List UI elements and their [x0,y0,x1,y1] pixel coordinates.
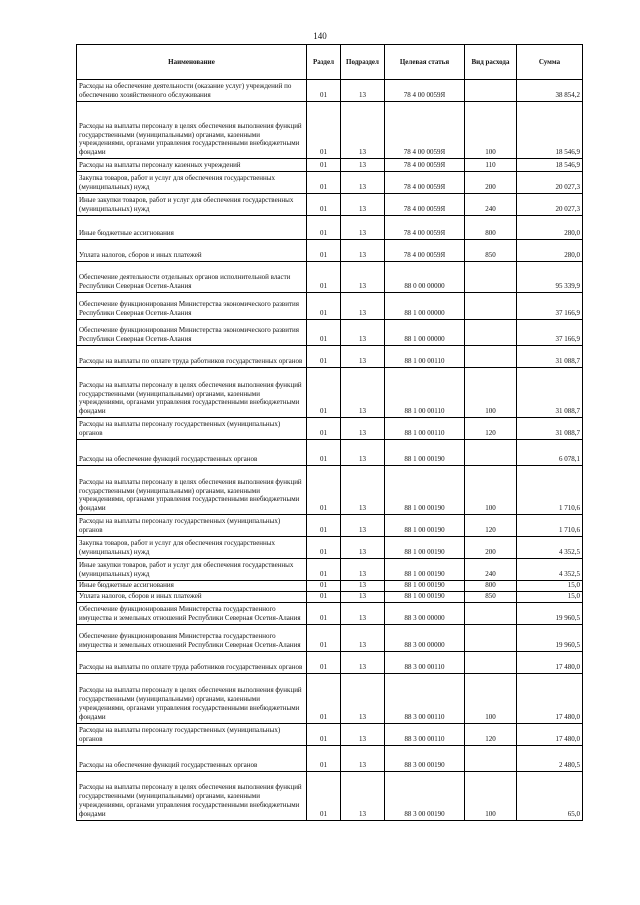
row-razdel: 01 [307,418,341,440]
row-name: Иные бюджетные ассигнования [77,216,307,240]
row-razdel: 01 [307,240,341,262]
header-razdel: Раздел [307,45,341,80]
row-razdel: 01 [307,581,341,592]
row-razdel: 01 [307,216,341,240]
row-razdel: 01 [307,602,341,624]
row-name: Расходы на выплаты персоналу государственных (муниципальных) органов [77,418,307,440]
row-summa: 15,0 [517,591,583,602]
row-summa: 15,0 [517,581,583,592]
row-name: Расходы на выплаты персоналу в целях обеспечения выполнения функций государственными (муниципальными) органами, казенными учреждениями, органами управления государственными внебюджетными фондами [77,368,307,418]
row-razdel: 01 [307,537,341,559]
budget-table [76,44,583,821]
row-vid [465,440,517,466]
row-podrazdel: 13 [341,262,385,293]
row-podrazdel: 13 [341,723,385,745]
row-podrazdel: 13 [341,240,385,262]
row-statya: 88 1 00 00190 [385,515,465,537]
row-summa: 2 480,5 [517,745,583,771]
row-podrazdel: 13 [341,673,385,723]
row-vid: 800 [465,216,517,240]
row-podrazdel: 13 [341,346,385,368]
row-podrazdel: 13 [341,293,385,320]
row-statya: 78 4 00 0059Я [385,172,465,194]
row-statya: 88 1 00 00190 [385,581,465,592]
row-podrazdel: 13 [341,745,385,771]
row-statya: 88 1 00 00190 [385,591,465,602]
row-vid [465,80,517,102]
row-statya: 88 1 00 00000 [385,320,465,346]
row-summa: 38 854,2 [517,80,583,102]
row-podrazdel: 13 [341,418,385,440]
row-name: Расходы на выплаты персоналу в целях обеспечения выполнения функций государственными (муниципальными) органами, казенными учреждениями, органами управления государственными внебюджетными фондами [77,102,307,159]
row-summa: 37 166,9 [517,293,583,320]
row-vid [465,745,517,771]
row-statya: 88 3 00 00000 [385,624,465,651]
row-vid: 120 [465,723,517,745]
table-row [77,80,583,102]
row-statya: 88 3 00 00110 [385,723,465,745]
row-name: Расходы на обеспечение функций государственных органов [77,440,307,466]
row-podrazdel: 13 [341,559,385,581]
row-razdel: 01 [307,673,341,723]
row-name: Иные закупки товаров, работ и услуг для обеспечения государственных (муниципальных) нужд [77,559,307,581]
row-name: Расходы на выплаты по оплате труда работников государственных органов [77,346,307,368]
row-vid: 800 [465,581,517,592]
row-statya: 88 0 00 00000 [385,262,465,293]
row-podrazdel: 13 [341,537,385,559]
row-vid: 240 [465,194,517,216]
row-summa: 1 710,6 [517,515,583,537]
row-razdel: 01 [307,515,341,537]
table-row [77,466,583,515]
row-summa: 17 480,0 [517,651,583,673]
row-statya: 78 4 00 0059Я [385,159,465,172]
row-vid: 100 [465,466,517,515]
table-row [77,559,583,581]
row-name: Расходы на выплаты персоналу в целях обеспечения выполнения функций государственными (муниципальными) органами, казенными учреждениями, органами управления государственными внебюджетными фондами [77,771,307,820]
row-name: Иные бюджетные ассигнования [77,581,307,592]
row-statya: 88 1 00 00190 [385,537,465,559]
row-summa: 19 960,5 [517,624,583,651]
row-vid: 120 [465,418,517,440]
row-statya: 78 4 00 0059Я [385,80,465,102]
row-summa: 20 027,3 [517,194,583,216]
row-podrazdel: 13 [341,515,385,537]
table-row [77,346,583,368]
row-summa: 65,0 [517,771,583,820]
row-name: Уплата налогов, сборов и иных платежей [77,240,307,262]
row-statya: 88 1 00 00190 [385,559,465,581]
row-name: Обеспечение деятельности отдельных органов исполнительной власти Республики Северная Осетия-Алания [77,262,307,293]
table-row [77,745,583,771]
table-row [77,624,583,651]
row-name: Расходы на выплаты персоналу в целях обеспечения выполнения функций государственными (муниципальными) органами, казенными учреждениями, органами управления государственными внебюджетными фондами [77,466,307,515]
table-row [77,591,583,602]
row-razdel: 01 [307,159,341,172]
row-name: Расходы на выплаты персоналу государственных (муниципальных) органов [77,515,307,537]
row-vid: 850 [465,591,517,602]
table-row [77,320,583,346]
row-summa: 280,0 [517,216,583,240]
row-vid: 100 [465,673,517,723]
row-name: Иные закупки товаров, работ и услуг для обеспечения государственных (муниципальных) нужд [77,194,307,216]
row-podrazdel: 13 [341,581,385,592]
row-summa: 18 546,9 [517,159,583,172]
row-statya: 88 3 00 00190 [385,771,465,820]
row-vid: 200 [465,172,517,194]
row-statya: 78 4 00 0059Я [385,102,465,159]
row-vid [465,624,517,651]
table-row [77,515,583,537]
row-vid [465,262,517,293]
row-summa: 19 960,5 [517,602,583,624]
row-summa: 37 166,9 [517,320,583,346]
table-row [77,673,583,723]
header-podrazdel: Подраздел [341,45,385,80]
row-name: Расходы на выплаты персоналу в целях обеспечения выполнения функций государственными (муниципальными) органами, казенными учреждениями, органами управления государственными внебюджетными фондами [77,673,307,723]
row-summa: 1 710,6 [517,466,583,515]
row-razdel: 01 [307,172,341,194]
row-summa: 4 352,5 [517,537,583,559]
row-summa: 4 352,5 [517,559,583,581]
row-summa: 6 078,1 [517,440,583,466]
row-summa: 31 088,7 [517,368,583,418]
row-name: Расходы на обеспечение функций государственных органов [77,745,307,771]
table-row [77,581,583,592]
row-razdel: 01 [307,293,341,320]
table-header-row [77,45,583,80]
row-name: Закупка товаров, работ и услуг для обеспечения государственных (муниципальных) нужд [77,172,307,194]
row-razdel: 01 [307,194,341,216]
row-statya: 88 3 00 00110 [385,673,465,723]
row-vid [465,651,517,673]
row-podrazdel: 13 [341,80,385,102]
row-podrazdel: 13 [341,172,385,194]
row-vid: 240 [465,559,517,581]
row-summa: 18 546,9 [517,102,583,159]
table-row [77,262,583,293]
row-summa: 95 339,9 [517,262,583,293]
row-podrazdel: 13 [341,651,385,673]
row-podrazdel: 13 [341,216,385,240]
table-row [77,102,583,159]
row-statya: 88 1 00 00000 [385,293,465,320]
table-row [77,723,583,745]
row-vid: 200 [465,537,517,559]
row-summa: 17 480,0 [517,723,583,745]
table-row [77,159,583,172]
row-razdel: 01 [307,368,341,418]
row-summa: 31 088,7 [517,346,583,368]
row-razdel: 01 [307,102,341,159]
row-razdel: 01 [307,771,341,820]
row-razdel: 01 [307,346,341,368]
row-summa: 280,0 [517,240,583,262]
header-statya: Целевая статья [385,45,465,80]
row-razdel: 01 [307,440,341,466]
header-vid: Вид расхода [465,45,517,80]
row-statya: 88 1 00 00190 [385,466,465,515]
table-row [77,172,583,194]
row-name: Расходы на выплаты персоналу государственных (муниципальных) органов [77,723,307,745]
row-vid: 850 [465,240,517,262]
row-razdel: 01 [307,320,341,346]
row-statya: 88 1 00 00110 [385,368,465,418]
row-podrazdel: 13 [341,602,385,624]
header-summa: Сумма [517,45,583,80]
row-name: Обеспечение функционирования Министерства государственного имущества и земельных отношений Республики Северная Осетия-Алания [77,624,307,651]
row-razdel: 01 [307,624,341,651]
row-podrazdel: 13 [341,320,385,346]
table-row [77,368,583,418]
row-razdel: 01 [307,745,341,771]
row-vid: 110 [465,159,517,172]
row-vid [465,602,517,624]
table-row [77,602,583,624]
row-name: Расходы на выплаты по оплате труда работников государственных органов [77,651,307,673]
row-statya: 88 3 00 00110 [385,651,465,673]
row-statya: 88 3 00 00000 [385,602,465,624]
row-statya: 78 4 00 0059Я [385,194,465,216]
row-name: Обеспечение функционирования Министерства государственного имущества и земельных отношений Республики Северная Осетия-Алания [77,602,307,624]
table-body [77,80,583,821]
row-name: Обеспечение функционирования Министерства экономического развития Республики Северная Осетия-Алания [77,320,307,346]
row-statya: 88 3 00 00190 [385,745,465,771]
row-statya: 88 1 00 00110 [385,346,465,368]
row-vid: 100 [465,771,517,820]
table-row [77,194,583,216]
row-summa: 17 480,0 [517,673,583,723]
row-razdel: 01 [307,591,341,602]
table-row [77,418,583,440]
row-summa: 31 088,7 [517,418,583,440]
row-razdel: 01 [307,466,341,515]
table-row [77,293,583,320]
row-vid: 100 [465,368,517,418]
row-razdel: 01 [307,559,341,581]
header-name: Наименование [77,45,307,80]
row-vid [465,293,517,320]
table-row [77,240,583,262]
row-podrazdel: 13 [341,466,385,515]
row-statya: 88 1 00 00190 [385,440,465,466]
row-podrazdel: 13 [341,591,385,602]
page-number: 140 [313,31,327,41]
row-summa: 20 027,3 [517,172,583,194]
row-name: Уплата налогов, сборов и иных платежей [77,591,307,602]
row-statya: 78 4 00 0059Я [385,240,465,262]
row-podrazdel: 13 [341,440,385,466]
row-podrazdel: 13 [341,102,385,159]
row-podrazdel: 13 [341,624,385,651]
row-podrazdel: 13 [341,368,385,418]
row-statya: 88 1 00 00110 [385,418,465,440]
row-vid: 100 [465,102,517,159]
row-vid [465,346,517,368]
row-razdel: 01 [307,723,341,745]
row-podrazdel: 13 [341,194,385,216]
table-row [77,216,583,240]
table-row [77,537,583,559]
row-razdel: 01 [307,651,341,673]
row-name: Обеспечение функционирования Министерства экономического развития Республики Северная Осетия-Алания [77,293,307,320]
row-razdel: 01 [307,80,341,102]
row-name: Расходы на обеспечение деятельности (оказание услуг) учреждений по обеспечению хозяйственного обслуживания [77,80,307,102]
row-name: Закупка товаров, работ и услуг для обеспечения государственных (муниципальных) нужд [77,537,307,559]
row-name: Расходы на выплаты персоналу казенных учреждений [77,159,307,172]
row-statya: 78 4 00 0059Я [385,216,465,240]
row-podrazdel: 13 [341,771,385,820]
row-vid: 120 [465,515,517,537]
table-row [77,771,583,820]
row-vid [465,320,517,346]
row-razdel: 01 [307,262,341,293]
table-row [77,651,583,673]
row-podrazdel: 13 [341,159,385,172]
table-row [77,440,583,466]
